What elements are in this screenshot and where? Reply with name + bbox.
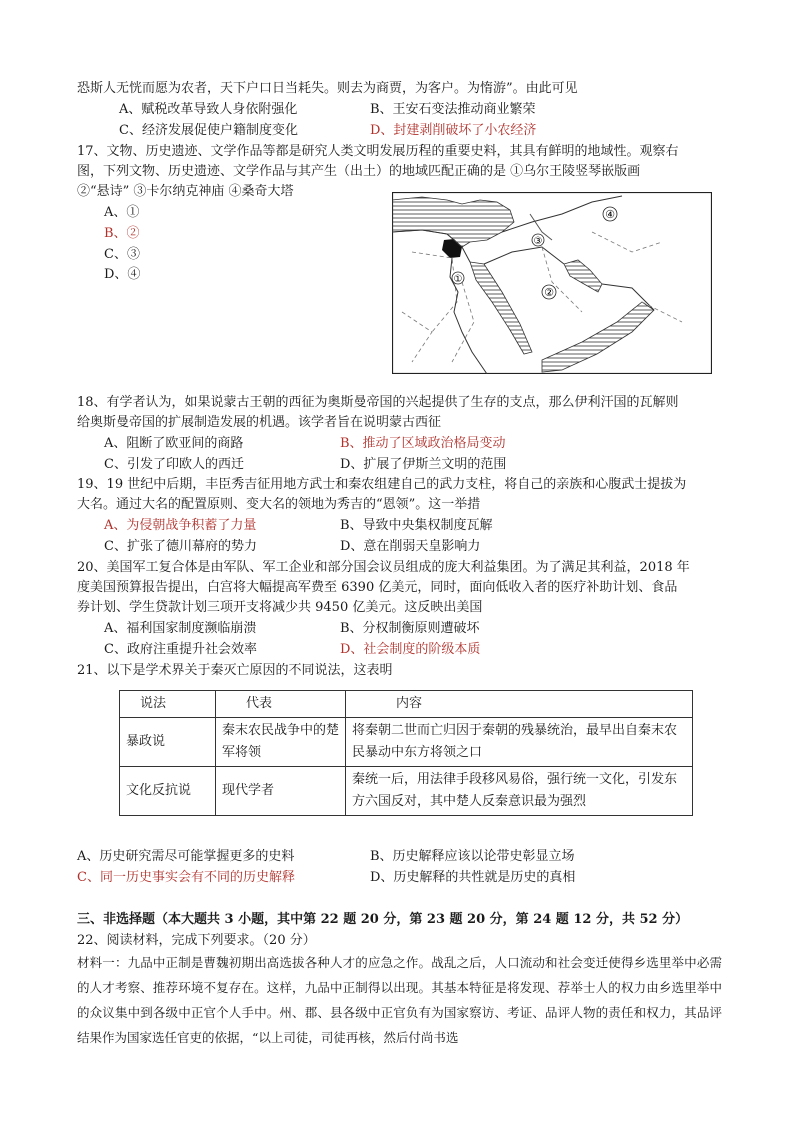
q20-option-b[interactable]: B、分权制衡原则遭破坏	[340, 621, 480, 636]
q21-option-c[interactable]: C、同一历史事实会有不同的历史解释	[77, 870, 295, 885]
table-cell: 暴政说	[120, 718, 216, 767]
q16-option-b[interactable]: B、王安石变法推动商业繁荣	[370, 102, 536, 117]
q17-stem-line2: 图，下列文物、历史遗迹、文学作品与其产生（出土）的地域匹配正确的是 ①乌尔王陵竖琴嵌版画	[77, 164, 641, 179]
q17-stem-line3: ②“悬诗” ③卡尔纳克神庙 ④桑奇大塔	[77, 184, 294, 199]
q18-option-d[interactable]: D、扩展了伊斯兰文明的范围	[340, 457, 507, 472]
q16-option-c[interactable]: C、经济发展促使户籍制度变化	[119, 123, 298, 138]
q18-stem-line1: 18、有学者认为，如果说蒙古王朝的西征为奥斯曼帝国的兴起提供了生存的支点，那么伊利汗国的瓦解则	[77, 395, 679, 410]
q21-option-b[interactable]: B、历史解释应该以论带史彰显立场	[370, 849, 575, 864]
q18-option-a[interactable]: A、阻断了欧亚间的商路	[104, 436, 244, 451]
q20-option-d[interactable]: D、社会制度的阶级本质	[340, 642, 481, 657]
q18-stem-line2: 给奥斯曼帝国的扩展制造发展的机遇。该学者旨在说明蒙古西征	[77, 415, 442, 430]
q17-option-c[interactable]: C、③	[104, 247, 140, 262]
map-label-4: ④	[605, 208, 615, 221]
q21-stem: 21、以下是学术界关于秦灭亡原因的不同说法，这表明	[77, 663, 393, 678]
q19-stem-line2: 大名。通过大名的配置原则、变大名的领地为秀吉的“恩领”。这一举措	[77, 497, 481, 512]
table-header-row	[120, 691, 693, 718]
table-header-cell: 内容	[346, 691, 693, 718]
q19-option-d[interactable]: D、意在削弱天皇影响力	[340, 539, 481, 554]
q17-option-a[interactable]: A、①	[104, 205, 140, 220]
map-label-1: ①	[453, 274, 463, 285]
q19-option-c[interactable]: C、扩张了德川幕府的势力	[104, 539, 257, 554]
q22-stem: 22、阅读材料，完成下列要求。（20 分）	[77, 933, 316, 948]
q17-stem-line1: 17、文物、历史遗迹、文学作品等都是研究人类文明发展历程的重要史料，其具有鲜明的地域性。观察右	[77, 144, 679, 159]
q19-option-a[interactable]: A、为侵朝战争积蓄了力量	[104, 518, 257, 533]
q16-option-a[interactable]: A、赋税改革导致人身依附强化	[119, 102, 298, 117]
table-cell: 将秦朝二世而亡归因于秦朝的残暴统治，最早出自秦末农民暴动中东方将领之口	[346, 718, 693, 767]
q21-option-d[interactable]: D、历史解释的共性就是历史的真相	[370, 870, 576, 885]
section3-heading: 三、非选择题（本大题共 3 小题，其中第 22 题 20 分，第 23 题 20 分，第 24 题 12 分，共 52 分）	[77, 912, 689, 927]
q18-option-c[interactable]: C、引发了印欧人的西迁	[104, 457, 244, 472]
q17-option-b[interactable]: B、②	[104, 226, 140, 241]
table-header-cell: 代表	[216, 691, 346, 718]
table-cell: 文化反抗说	[120, 767, 216, 816]
q18-option-b[interactable]: B、推动了区域政治格局变动	[340, 436, 506, 451]
table-cell: 现代学者	[216, 767, 346, 816]
q20-stem-line1: 20、美国军工复合体是由军队、军工企业和部分国会议员组成的庞大利益集团。为了满足其利益，2018 年	[77, 560, 690, 575]
table-cell: 秦统一后，用法律手段移风易俗，强行统一文化，引发东方六国反对，其中楚人反秦意识最为强烈	[346, 767, 693, 816]
q22-material-1: 材料一：九品中正制是曹魏初期出高选拔各种人才的应急之作。战乱之后，人口流动和社会变迁使得乡选里举中必需的人才考察、推荐环境不复存在。这样，九品中正制得以出现。其基本特征是将发现、荐举士人的权力由乡选里举中的众议集中到各级中正官个人手中。州、郡、县各级中正官负有为国家察访、考证、品评人物的责任和权力，其品评结果作为国家选任官吏的依据，“以上司徒，司徒再核，然后付尚书选	[77, 955, 722, 1045]
middle-east-map	[392, 192, 712, 374]
q17-option-d[interactable]: D、④	[104, 267, 141, 282]
q21-option-a[interactable]: A、历史研究需尽可能掌握更多的史料	[77, 849, 295, 864]
q21-table	[119, 690, 693, 816]
q16-stem: 恐斯人无恍而愿为农者，天下户口日当耗失。则去为商贾，为客户。为惰游”。由此可见	[77, 81, 578, 96]
q19-stem-line1: 19、19 世纪中后期，丰臣秀吉征用地方武士和秦农组建自己的武力支柱，将自己的亲族和心腹武士提拔为	[77, 477, 687, 492]
table-row	[120, 718, 693, 767]
q20-stem-line3: 券计划、学生贷款计划三项开支将减少共 9450 亿美元。这反映出美国	[77, 600, 483, 615]
table-cell: 秦末农民战争中的楚军将领	[216, 718, 346, 767]
q19-option-b[interactable]: B、导致中央集权制度瓦解	[340, 518, 493, 533]
q20-option-c[interactable]: C、政府注重提升社会效率	[104, 642, 257, 657]
map-label-3: ③	[533, 236, 543, 247]
q20-stem-line2: 度美国预算报告提出，白宫将大幅提高军费至 6390 亿美元，同时，面向低收入者的医疗补助计划、食品	[77, 580, 678, 595]
q20-option-a[interactable]: A、福利国家制度濒临崩溃	[104, 621, 257, 636]
table-row	[120, 767, 693, 816]
q16-option-d[interactable]: D、封建剥削破坏了小农经济	[370, 123, 537, 138]
table-header-cell: 说法	[120, 691, 216, 718]
map-label-2: ②	[544, 286, 554, 299]
